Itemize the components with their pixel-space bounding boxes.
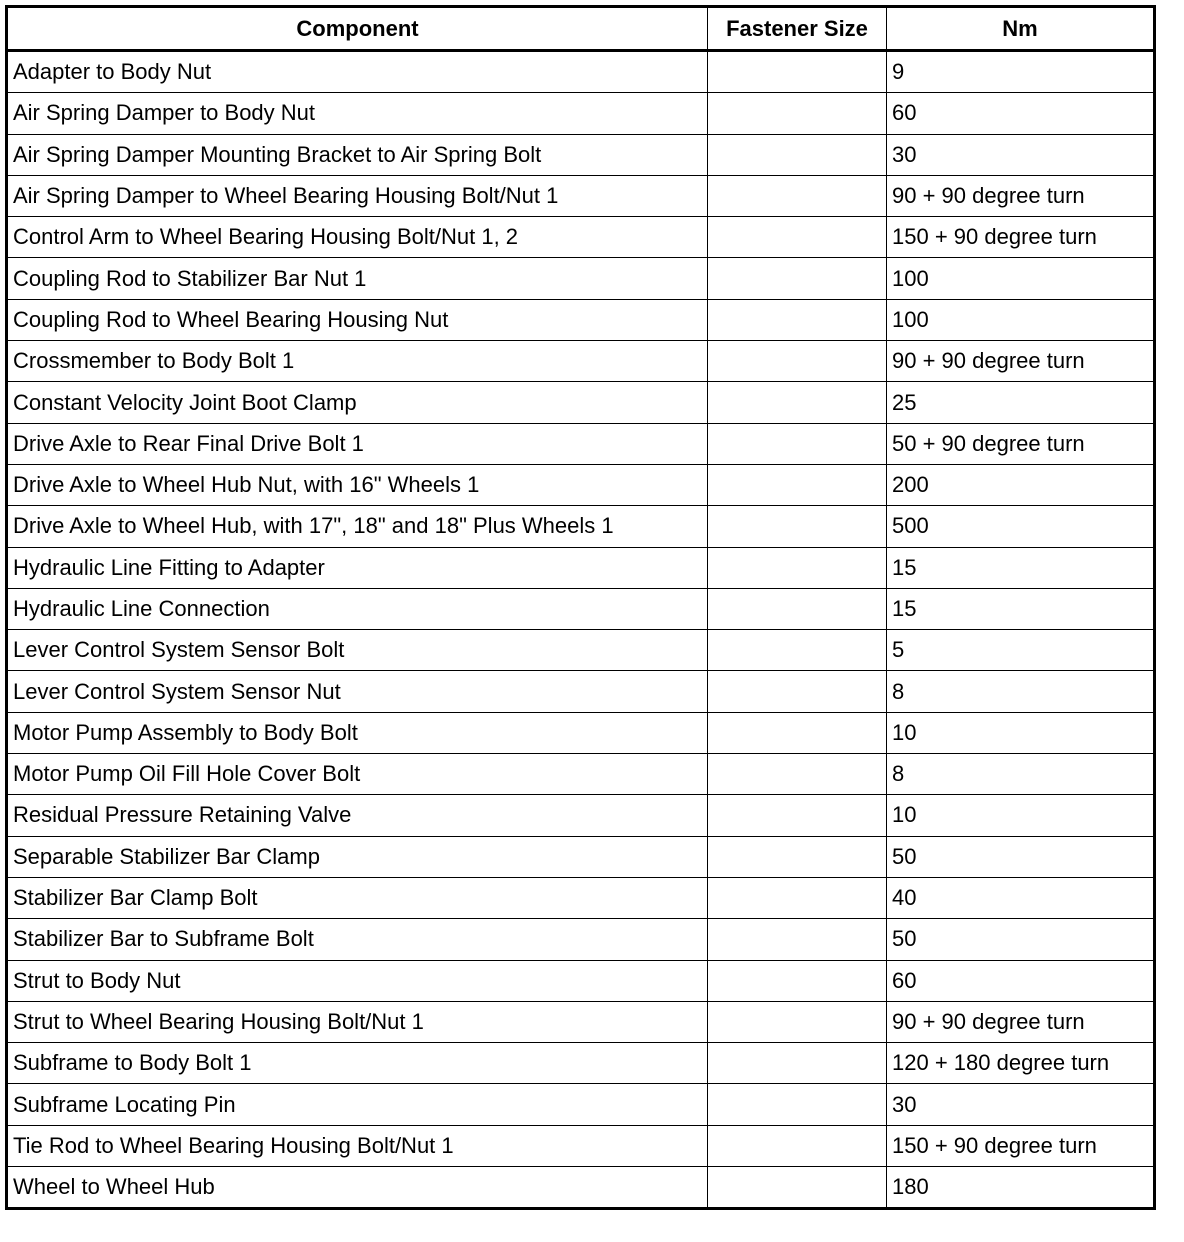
cell-nm: 180 bbox=[887, 1167, 1155, 1209]
cell-nm: 8 bbox=[887, 754, 1155, 795]
cell-nm: 150 + 90 degree turn bbox=[887, 1125, 1155, 1166]
cell-nm: 100 bbox=[887, 258, 1155, 299]
cell-fastener-size bbox=[708, 630, 887, 671]
torque-spec-table bbox=[5, 5, 1156, 1210]
cell-nm: 30 bbox=[887, 134, 1155, 175]
table-row bbox=[7, 919, 1155, 960]
cell-component: Subframe Locating Pin bbox=[7, 1084, 708, 1125]
cell-component: Subframe to Body Bolt 1 bbox=[7, 1043, 708, 1084]
header-component: Component bbox=[7, 7, 708, 51]
cell-nm: 90 + 90 degree turn bbox=[887, 175, 1155, 216]
cell-component: Hydraulic Line Fitting to Adapter bbox=[7, 547, 708, 588]
cell-nm: 10 bbox=[887, 795, 1155, 836]
table-row bbox=[7, 671, 1155, 712]
cell-component: Air Spring Damper Mounting Bracket to Air Spring Bolt bbox=[7, 134, 708, 175]
cell-component: Separable Stabilizer Bar Clamp bbox=[7, 836, 708, 877]
cell-component: Drive Axle to Wheel Hub, with 17", 18" and 18" Plus Wheels 1 bbox=[7, 506, 708, 547]
cell-fastener-size bbox=[708, 1125, 887, 1166]
cell-nm: 120 + 180 degree turn bbox=[887, 1043, 1155, 1084]
cell-nm: 25 bbox=[887, 382, 1155, 423]
cell-component: Drive Axle to Rear Final Drive Bolt 1 bbox=[7, 423, 708, 464]
table-row bbox=[7, 1084, 1155, 1125]
cell-nm: 60 bbox=[887, 93, 1155, 134]
cell-component: Motor Pump Assembly to Body Bolt bbox=[7, 712, 708, 753]
table-row bbox=[7, 93, 1155, 134]
table-row bbox=[7, 1043, 1155, 1084]
cell-fastener-size bbox=[708, 671, 887, 712]
cell-fastener-size bbox=[708, 547, 887, 588]
table-row bbox=[7, 175, 1155, 216]
cell-component: Tie Rod to Wheel Bearing Housing Bolt/Nut 1 bbox=[7, 1125, 708, 1166]
cell-fastener-size bbox=[708, 877, 887, 918]
header-row bbox=[7, 7, 1155, 51]
table-row bbox=[7, 382, 1155, 423]
cell-fastener-size bbox=[708, 1167, 887, 1209]
table-row bbox=[7, 464, 1155, 505]
cell-nm: 15 bbox=[887, 588, 1155, 629]
table-body bbox=[7, 51, 1155, 1209]
cell-nm: 5 bbox=[887, 630, 1155, 671]
table-row bbox=[7, 588, 1155, 629]
cell-fastener-size bbox=[708, 960, 887, 1001]
cell-fastener-size bbox=[708, 382, 887, 423]
cell-component: Adapter to Body Nut bbox=[7, 51, 708, 93]
cell-component: Air Spring Damper to Body Nut bbox=[7, 93, 708, 134]
cell-fastener-size bbox=[708, 51, 887, 93]
table-row bbox=[7, 134, 1155, 175]
cell-component: Stabilizer Bar to Subframe Bolt bbox=[7, 919, 708, 960]
cell-component: Coupling Rod to Stabilizer Bar Nut 1 bbox=[7, 258, 708, 299]
cell-nm: 150 + 90 degree turn bbox=[887, 217, 1155, 258]
cell-fastener-size bbox=[708, 258, 887, 299]
cell-fastener-size bbox=[708, 93, 887, 134]
cell-fastener-size bbox=[708, 464, 887, 505]
cell-nm: 200 bbox=[887, 464, 1155, 505]
cell-nm: 100 bbox=[887, 299, 1155, 340]
cell-fastener-size bbox=[708, 754, 887, 795]
cell-fastener-size bbox=[708, 795, 887, 836]
table-row bbox=[7, 630, 1155, 671]
table-row bbox=[7, 1001, 1155, 1042]
table-row bbox=[7, 795, 1155, 836]
cell-component: Coupling Rod to Wheel Bearing Housing Nut bbox=[7, 299, 708, 340]
table-row bbox=[7, 547, 1155, 588]
cell-component: Strut to Body Nut bbox=[7, 960, 708, 1001]
cell-nm: 40 bbox=[887, 877, 1155, 918]
cell-nm: 50 bbox=[887, 919, 1155, 960]
table-row bbox=[7, 506, 1155, 547]
table-row bbox=[7, 1167, 1155, 1209]
cell-component: Lever Control System Sensor Nut bbox=[7, 671, 708, 712]
table-row bbox=[7, 341, 1155, 382]
cell-fastener-size bbox=[708, 506, 887, 547]
cell-fastener-size bbox=[708, 1001, 887, 1042]
cell-nm: 15 bbox=[887, 547, 1155, 588]
cell-nm: 50 bbox=[887, 836, 1155, 877]
cell-component: Drive Axle to Wheel Hub Nut, with 16" Wheels 1 bbox=[7, 464, 708, 505]
cell-component: Strut to Wheel Bearing Housing Bolt/Nut 1 bbox=[7, 1001, 708, 1042]
cell-fastener-size bbox=[708, 919, 887, 960]
cell-fastener-size bbox=[708, 712, 887, 753]
cell-fastener-size bbox=[708, 175, 887, 216]
table-row bbox=[7, 51, 1155, 93]
cell-component: Hydraulic Line Connection bbox=[7, 588, 708, 629]
table-row bbox=[7, 712, 1155, 753]
cell-component: Wheel to Wheel Hub bbox=[7, 1167, 708, 1209]
cell-component: Constant Velocity Joint Boot Clamp bbox=[7, 382, 708, 423]
cell-fastener-size bbox=[708, 423, 887, 464]
cell-component: Control Arm to Wheel Bearing Housing Bolt/Nut 1, 2 bbox=[7, 217, 708, 258]
table-row bbox=[7, 258, 1155, 299]
cell-fastener-size bbox=[708, 217, 887, 258]
header-fastener-size: Fastener Size bbox=[708, 7, 887, 51]
cell-component: Lever Control System Sensor Bolt bbox=[7, 630, 708, 671]
table-row bbox=[7, 960, 1155, 1001]
cell-fastener-size bbox=[708, 1084, 887, 1125]
cell-component: Crossmember to Body Bolt 1 bbox=[7, 341, 708, 382]
cell-fastener-size bbox=[708, 134, 887, 175]
cell-component: Air Spring Damper to Wheel Bearing Housing Bolt/Nut 1 bbox=[7, 175, 708, 216]
cell-nm: 10 bbox=[887, 712, 1155, 753]
cell-fastener-size bbox=[708, 588, 887, 629]
header-nm: Nm bbox=[887, 7, 1155, 51]
cell-fastener-size bbox=[708, 1043, 887, 1084]
table-row bbox=[7, 299, 1155, 340]
cell-nm: 9 bbox=[887, 51, 1155, 93]
cell-nm: 90 + 90 degree turn bbox=[887, 1001, 1155, 1042]
table-row bbox=[7, 1125, 1155, 1166]
cell-nm: 8 bbox=[887, 671, 1155, 712]
cell-nm: 60 bbox=[887, 960, 1155, 1001]
table-row bbox=[7, 877, 1155, 918]
cell-nm: 50 + 90 degree turn bbox=[887, 423, 1155, 464]
table-row bbox=[7, 836, 1155, 877]
table-row bbox=[7, 217, 1155, 258]
cell-component: Stabilizer Bar Clamp Bolt bbox=[7, 877, 708, 918]
cell-component: Motor Pump Oil Fill Hole Cover Bolt bbox=[7, 754, 708, 795]
table-row bbox=[7, 754, 1155, 795]
cell-nm: 500 bbox=[887, 506, 1155, 547]
cell-nm: 30 bbox=[887, 1084, 1155, 1125]
cell-fastener-size bbox=[708, 341, 887, 382]
cell-fastener-size bbox=[708, 299, 887, 340]
table-row bbox=[7, 423, 1155, 464]
cell-component: Residual Pressure Retaining Valve bbox=[7, 795, 708, 836]
cell-fastener-size bbox=[708, 836, 887, 877]
cell-nm: 90 + 90 degree turn bbox=[887, 341, 1155, 382]
